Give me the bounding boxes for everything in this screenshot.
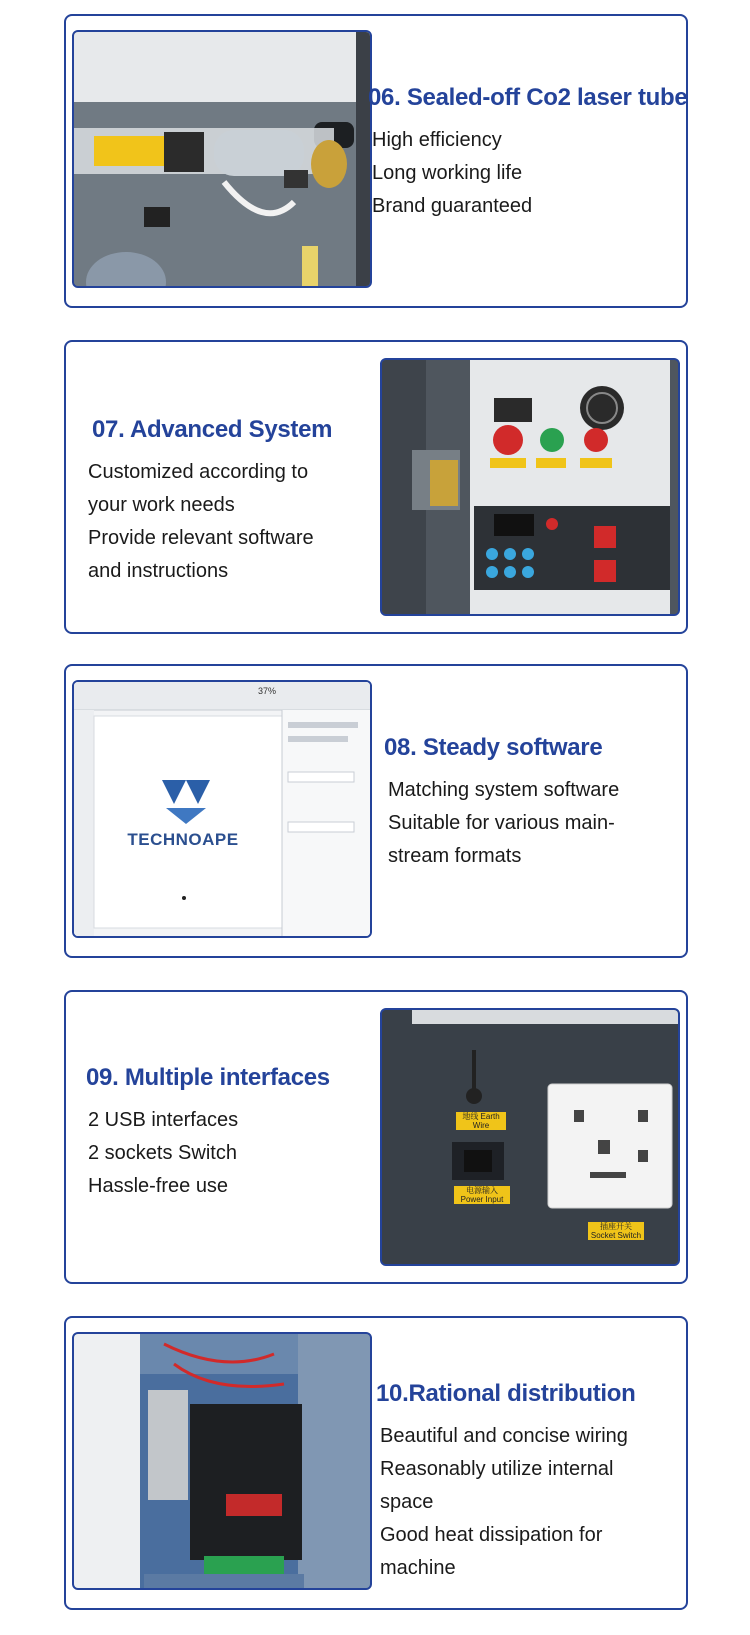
- power-input-label: 电源输入 Power Input: [454, 1186, 510, 1204]
- feature-card-interfaces: [64, 990, 688, 1284]
- feature-line: stream formats: [388, 845, 522, 867]
- feature-card-distribution: [64, 1316, 688, 1610]
- feature-line: 2 sockets Switch: [88, 1142, 237, 1164]
- laser-tube-photo: [72, 30, 372, 288]
- feature-line: machine: [380, 1557, 456, 1579]
- feature-card-advanced-system: [64, 340, 688, 634]
- feature-line: Suitable for various main-: [388, 812, 615, 834]
- control-panel-photo: [380, 358, 680, 616]
- feature-card-software: [64, 664, 688, 958]
- feature-line: Reasonably utilize internal: [380, 1458, 614, 1480]
- feature-line: Matching system software: [388, 779, 620, 801]
- earth-wire-label: 地线 Earth Wire: [456, 1112, 506, 1130]
- feature-card-laser-tube: [64, 14, 688, 308]
- feature-line: 2 USB interfaces: [88, 1109, 239, 1131]
- feature-line: Good heat dissipation for: [380, 1524, 603, 1546]
- feature-line: Provide relevant software: [88, 527, 314, 549]
- feature-line: Customized according to: [88, 461, 309, 483]
- section-title: 06. Sealed-off Co2 laser tube: [368, 84, 688, 111]
- section-title: 07. Advanced System: [92, 416, 333, 443]
- feature-line: your work needs: [88, 494, 235, 516]
- section-title: 10.Rational distribution: [376, 1380, 636, 1407]
- feature-line: High efficiency: [372, 129, 502, 151]
- socket-switch-label: 插座开关 Socket Switch: [588, 1222, 644, 1240]
- feature-line: Beautiful and concise wiring: [380, 1425, 628, 1447]
- software-screenshot: [72, 680, 372, 938]
- feature-line: Long working life: [372, 162, 523, 184]
- feature-line: space: [380, 1491, 434, 1513]
- feature-line: and instructions: [88, 560, 229, 582]
- wiring-photo: [72, 1332, 372, 1590]
- logo-text: TECHNOAPE: [127, 830, 239, 849]
- section-title: 09. Multiple interfaces: [86, 1064, 330, 1091]
- feature-line: Hassle-free use: [88, 1175, 229, 1197]
- section-title: 08. Steady software: [384, 734, 603, 761]
- feature-line: Brand guaranteed: [372, 195, 533, 217]
- interfaces-photo: [380, 1008, 680, 1266]
- zoom-level: 37%: [258, 686, 277, 696]
